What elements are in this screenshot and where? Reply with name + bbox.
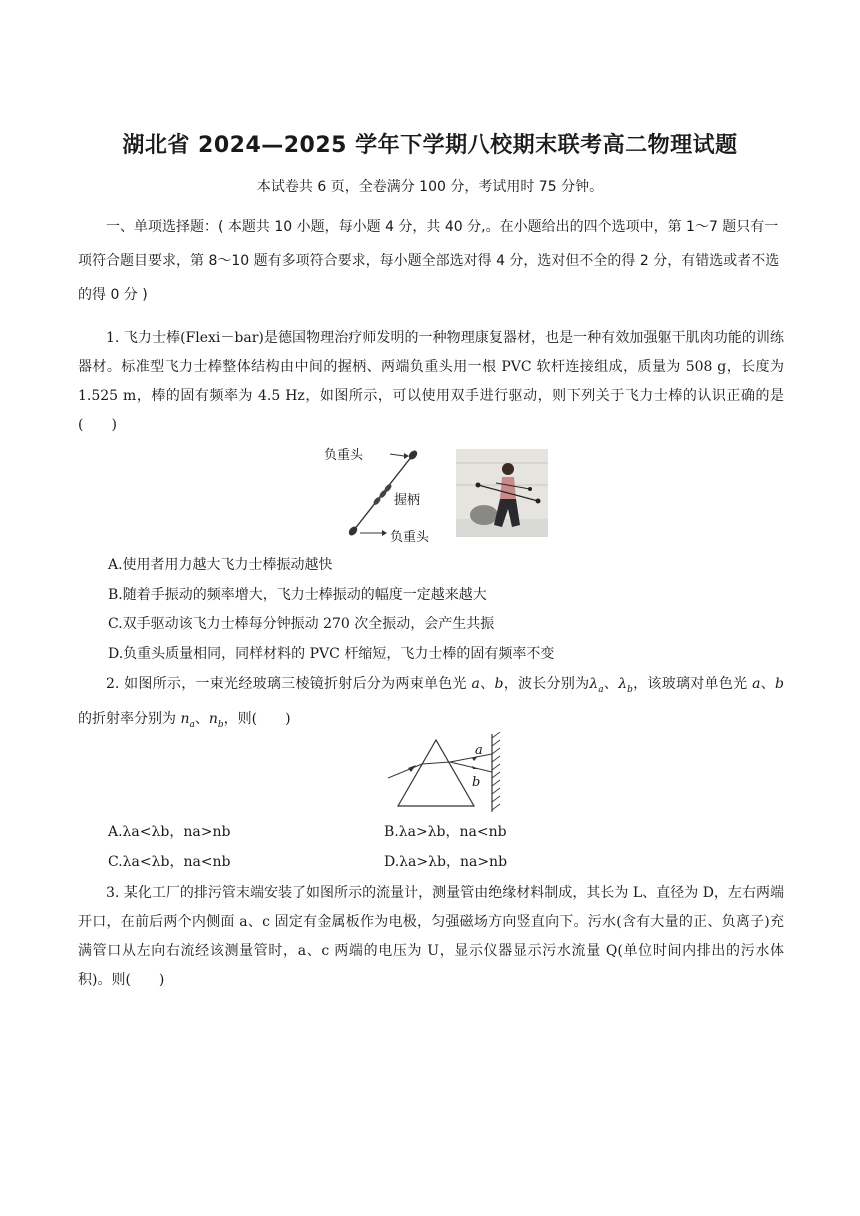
q1-option-d: D.负重头质量相同，同样材料的 PVC 杆缩短，飞力士棒的固有频率不变: [108, 646, 555, 662]
q1-option-c: C.双手驱动该飞力士棒每分钟振动 270 次全振动，会产生共振: [108, 616, 495, 632]
section-instructions: 一、单项选择题：( 本题共 10 小题，每小题 4 分，共 40 分,。在小题给出的四个选项中，第 1～7 题只有一项符合题目要求，第 8～10 题有多项符合要求，每小题全部选对得 4 分，选对但不全的得 2 分，有错选或者不选的得 0 分 ): [78, 219, 780, 303]
exam-info: 本试卷共 6 页，全卷满分 100 分，考试用时 75 分钟。: [256, 179, 604, 195]
page-title: 湖北省 2024—2025 学年下学期八校期末联考高二物理试题: [122, 133, 738, 158]
label-weight-head-top: 负重头: [324, 448, 364, 463]
q1-option-b: B.随着手振动的频率增大，飞力士棒振动的幅度一定越来越大: [108, 587, 487, 603]
q2-option-a: A.λa<λb，na>nb: [108, 824, 231, 840]
q2-option-c: C.λa<λb，na<nb: [108, 854, 231, 870]
q2-option-d: D.λa>λb，na>nb: [384, 854, 508, 870]
q2-stem: 2. 如图所示，一束光经玻璃三棱镜折射后分为两束单色光 a、b，波长分别为$\lambda_a$、$\lambda_b$，该玻璃对单色光 a、b 的折射率分别为 $n_a$、$n_b$，则( ): [78, 676, 785, 730]
prism-diagram: [388, 732, 508, 814]
exercise-photo: [456, 449, 548, 537]
label-ray-a: a: [475, 743, 483, 758]
q2-option-b: B.λa>λb，na<nb: [384, 824, 507, 840]
label-handle: 握柄: [394, 493, 421, 508]
q1-option-a: A.使用者用力越大飞力士棒振动越快: [108, 557, 333, 573]
label-ray-b: b: [472, 775, 481, 790]
label-weight-head-bottom: 负重头: [390, 530, 430, 545]
q1-stem: 1. 飞力士棒(Flexi－bar)是德国物理治疗师发明的一种物理康复器材，也是一种有效加强躯干肌肉功能的训练器材。标准型飞力士棒整体结构由中间的握柄、两端负重头用一根 PVC 软杆连接组成，质量为 508 g，长度为 1.525 m，棒的固有频率为 4.5 Hz，如图所示，可以使用双手进行驱动，则下列关于飞力士棒的认识正确的是( ): [78, 330, 784, 433]
q3-stem: 3. 某化工厂的排污管末端安装了如图所示的流量计，测量管由绝缘材料制成，其长为 L、直径为 D，左右两端开口，在前后两个内侧面 a、c 固定有金属板作为电极，匀强磁场方向竖直向下。污水(含有大量的正、负离子)充满管口从左向右流经该测量管时，a、c 两端的电压为 U，显示仪器显示污水流量 Q(单位时间内排出的污水体积)。则( ): [78, 885, 784, 988]
